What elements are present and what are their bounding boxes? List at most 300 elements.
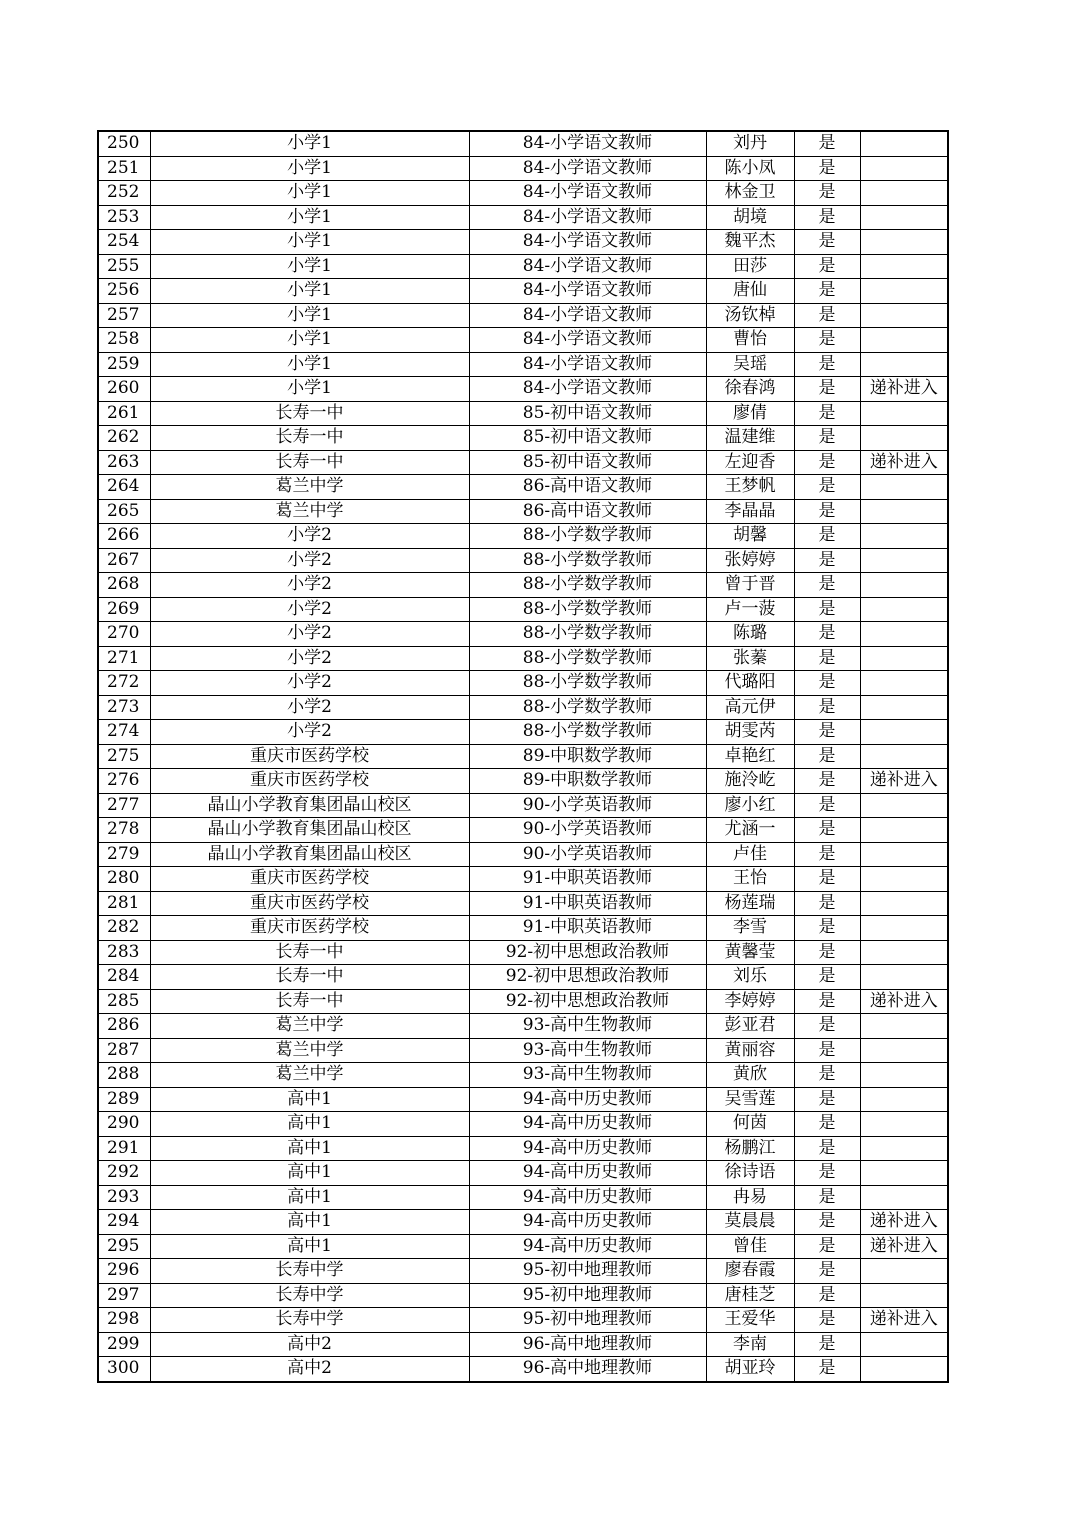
note-cell (860, 475, 948, 500)
note-cell: 递补进入 (860, 989, 948, 1014)
position-cell: 92-初中思想政治教师 (469, 965, 706, 990)
qualified-cell: 是 (794, 1332, 860, 1357)
row-number-cell: 285 (98, 989, 150, 1014)
school-cell: 重庆市医药学校 (150, 744, 469, 769)
school-cell: 葛兰中学 (150, 1014, 469, 1039)
row-number-cell: 295 (98, 1234, 150, 1259)
name-cell: 黄丽容 (706, 1038, 794, 1063)
name-cell: 左迎香 (706, 450, 794, 475)
row-number-cell: 250 (98, 131, 150, 156)
row-number-cell: 291 (98, 1136, 150, 1161)
school-cell: 小学1 (150, 156, 469, 181)
qualified-cell: 是 (794, 744, 860, 769)
note-cell (860, 793, 948, 818)
school-cell: 小学1 (150, 279, 469, 304)
row-number-cell: 277 (98, 793, 150, 818)
name-cell: 林金卫 (706, 181, 794, 206)
name-cell: 何茵 (706, 1112, 794, 1137)
qualified-cell: 是 (794, 131, 860, 156)
school-cell: 高中1 (150, 1112, 469, 1137)
qualified-cell: 是 (794, 1038, 860, 1063)
qualified-cell: 是 (794, 989, 860, 1014)
row-number-cell: 299 (98, 1332, 150, 1357)
qualified-cell: 是 (794, 303, 860, 328)
name-cell: 莫晨晨 (706, 1210, 794, 1235)
name-cell: 杨莲瑞 (706, 891, 794, 916)
row-number-cell: 269 (98, 597, 150, 622)
position-cell: 91-中职英语教师 (469, 867, 706, 892)
table-row (98, 916, 948, 941)
table-row (98, 1136, 948, 1161)
table-row (98, 450, 948, 475)
name-cell: 吴雪莲 (706, 1087, 794, 1112)
row-number-cell: 265 (98, 499, 150, 524)
name-cell: 唐桂芝 (706, 1283, 794, 1308)
table-row (98, 793, 948, 818)
position-cell: 94-高中历史教师 (469, 1087, 706, 1112)
row-number-cell: 273 (98, 695, 150, 720)
row-number-cell: 275 (98, 744, 150, 769)
name-cell: 李晶晶 (706, 499, 794, 524)
table-row (98, 573, 948, 598)
note-cell (860, 548, 948, 573)
name-cell: 卓艳红 (706, 744, 794, 769)
table-row (98, 842, 948, 867)
table-row (98, 499, 948, 524)
name-cell: 张蓁 (706, 646, 794, 671)
position-cell: 96-高中地理教师 (469, 1357, 706, 1382)
school-cell: 小学2 (150, 695, 469, 720)
table-row (98, 181, 948, 206)
table-row (98, 1259, 948, 1284)
school-cell: 小学1 (150, 205, 469, 230)
row-number-cell: 300 (98, 1357, 150, 1382)
name-cell: 李婷婷 (706, 989, 794, 1014)
name-cell: 刘丹 (706, 131, 794, 156)
school-cell: 小学2 (150, 622, 469, 647)
name-cell: 施泠屹 (706, 769, 794, 794)
table-row (98, 1063, 948, 1088)
position-cell: 95-初中地理教师 (469, 1308, 706, 1333)
table-row (98, 671, 948, 696)
school-cell: 长寿一中 (150, 401, 469, 426)
name-cell: 田莎 (706, 254, 794, 279)
table-row (98, 646, 948, 671)
name-cell: 杨鹏江 (706, 1136, 794, 1161)
note-cell (860, 303, 948, 328)
name-cell: 汤钦棹 (706, 303, 794, 328)
qualified-cell: 是 (794, 573, 860, 598)
school-cell: 长寿一中 (150, 965, 469, 990)
qualified-cell: 是 (794, 940, 860, 965)
table-row (98, 940, 948, 965)
position-cell: 88-小学数学教师 (469, 573, 706, 598)
row-number-cell: 268 (98, 573, 150, 598)
row-number-cell: 262 (98, 426, 150, 451)
position-cell: 95-初中地理教师 (469, 1259, 706, 1284)
school-cell: 小学1 (150, 303, 469, 328)
school-cell: 葛兰中学 (150, 1038, 469, 1063)
row-number-cell: 293 (98, 1185, 150, 1210)
note-cell (860, 818, 948, 843)
qualified-cell: 是 (794, 205, 860, 230)
table-row (98, 769, 948, 794)
position-cell: 84-小学语文教师 (469, 303, 706, 328)
row-number-cell: 282 (98, 916, 150, 941)
table-row (98, 401, 948, 426)
qualified-cell: 是 (794, 230, 860, 255)
school-cell: 长寿中学 (150, 1283, 469, 1308)
row-number-cell: 278 (98, 818, 150, 843)
position-cell: 84-小学语文教师 (469, 352, 706, 377)
position-cell: 94-高中历史教师 (469, 1136, 706, 1161)
school-cell: 高中1 (150, 1185, 469, 1210)
table-row (98, 891, 948, 916)
school-cell: 长寿一中 (150, 426, 469, 451)
qualified-cell: 是 (794, 181, 860, 206)
note-cell: 递补进入 (860, 769, 948, 794)
position-cell: 92-初中思想政治教师 (469, 989, 706, 1014)
school-cell: 长寿中学 (150, 1308, 469, 1333)
note-cell (860, 597, 948, 622)
position-cell: 94-高中历史教师 (469, 1112, 706, 1137)
note-cell (860, 499, 948, 524)
table-row (98, 818, 948, 843)
name-cell: 冉易 (706, 1185, 794, 1210)
note-cell (860, 1283, 948, 1308)
school-cell: 小学1 (150, 230, 469, 255)
name-cell: 黄欣 (706, 1063, 794, 1088)
school-cell: 晶山小学教育集团晶山校区 (150, 818, 469, 843)
note-cell (860, 1161, 948, 1186)
qualified-cell: 是 (794, 891, 860, 916)
qualified-cell: 是 (794, 499, 860, 524)
row-number-cell: 290 (98, 1112, 150, 1137)
name-cell: 吴瑶 (706, 352, 794, 377)
note-cell (860, 279, 948, 304)
position-cell: 85-初中语文教师 (469, 401, 706, 426)
name-cell: 胡雯芮 (706, 720, 794, 745)
row-number-cell: 257 (98, 303, 150, 328)
note-cell (860, 867, 948, 892)
qualified-cell: 是 (794, 401, 860, 426)
qualified-cell: 是 (794, 1087, 860, 1112)
row-number-cell: 261 (98, 401, 150, 426)
row-number-cell: 263 (98, 450, 150, 475)
name-cell: 唐仙 (706, 279, 794, 304)
qualified-cell: 是 (794, 1185, 860, 1210)
qualified-cell: 是 (794, 1357, 860, 1382)
school-cell: 小学2 (150, 524, 469, 549)
name-cell: 胡馨 (706, 524, 794, 549)
position-cell: 85-初中语文教师 (469, 450, 706, 475)
school-cell: 高中1 (150, 1087, 469, 1112)
position-cell: 84-小学语文教师 (469, 156, 706, 181)
school-cell: 高中2 (150, 1357, 469, 1382)
note-cell (860, 1185, 948, 1210)
qualified-cell: 是 (794, 695, 860, 720)
position-cell: 84-小学语文教师 (469, 205, 706, 230)
school-cell: 重庆市医药学校 (150, 891, 469, 916)
row-number-cell: 274 (98, 720, 150, 745)
table-row (98, 1112, 948, 1137)
table-row (98, 1161, 948, 1186)
table-row (98, 720, 948, 745)
school-cell: 小学2 (150, 671, 469, 696)
position-cell: 94-高中历史教师 (469, 1234, 706, 1259)
position-cell: 84-小学语文教师 (469, 230, 706, 255)
table-row (98, 303, 948, 328)
note-cell (860, 352, 948, 377)
row-number-cell: 276 (98, 769, 150, 794)
table-row (98, 1308, 948, 1333)
school-cell: 小学2 (150, 548, 469, 573)
school-cell: 长寿中学 (150, 1259, 469, 1284)
position-cell: 93-高中生物教师 (469, 1038, 706, 1063)
qualified-cell: 是 (794, 842, 860, 867)
position-cell: 92-初中思想政治教师 (469, 940, 706, 965)
position-cell: 88-小学数学教师 (469, 597, 706, 622)
row-number-cell: 296 (98, 1259, 150, 1284)
position-cell: 94-高中历史教师 (469, 1161, 706, 1186)
name-cell: 徐诗语 (706, 1161, 794, 1186)
qualified-cell: 是 (794, 793, 860, 818)
note-cell (860, 181, 948, 206)
name-cell: 王怡 (706, 867, 794, 892)
qualified-cell: 是 (794, 671, 860, 696)
school-cell: 小学2 (150, 720, 469, 745)
table-row (98, 1014, 948, 1039)
name-cell: 曾佳 (706, 1234, 794, 1259)
row-number-cell: 266 (98, 524, 150, 549)
row-number-cell: 287 (98, 1038, 150, 1063)
note-cell (860, 131, 948, 156)
note-cell (860, 1332, 948, 1357)
position-cell: 84-小学语文教师 (469, 328, 706, 353)
table-row (98, 328, 948, 353)
note-cell: 递补进入 (860, 377, 948, 402)
qualified-cell: 是 (794, 475, 860, 500)
name-cell: 温建维 (706, 426, 794, 451)
row-number-cell: 297 (98, 1283, 150, 1308)
name-cell: 胡境 (706, 205, 794, 230)
row-number-cell: 253 (98, 205, 150, 230)
qualified-cell: 是 (794, 524, 860, 549)
school-cell: 高中1 (150, 1136, 469, 1161)
note-cell: 递补进入 (860, 1234, 948, 1259)
note-cell: 递补进入 (860, 1308, 948, 1333)
row-number-cell: 286 (98, 1014, 150, 1039)
table-row (98, 989, 948, 1014)
qualified-cell: 是 (794, 548, 860, 573)
position-cell: 90-小学英语教师 (469, 818, 706, 843)
row-number-cell: 260 (98, 377, 150, 402)
note-cell (860, 524, 948, 549)
position-cell: 88-小学数学教师 (469, 524, 706, 549)
table-row (98, 744, 948, 769)
qualified-cell: 是 (794, 1161, 860, 1186)
position-cell: 89-中职数学教师 (469, 769, 706, 794)
table-row (98, 1332, 948, 1357)
note-cell (860, 1087, 948, 1112)
position-cell: 96-高中地理教师 (469, 1332, 706, 1357)
note-cell (860, 1038, 948, 1063)
row-number-cell: 283 (98, 940, 150, 965)
row-number-cell: 264 (98, 475, 150, 500)
school-cell: 高中1 (150, 1234, 469, 1259)
qualified-cell: 是 (794, 646, 860, 671)
note-cell (860, 426, 948, 451)
qualified-cell: 是 (794, 1308, 860, 1333)
position-cell: 91-中职英语教师 (469, 916, 706, 941)
table-row (98, 548, 948, 573)
row-number-cell: 255 (98, 254, 150, 279)
row-number-cell: 298 (98, 1308, 150, 1333)
position-cell: 85-初中语文教师 (469, 426, 706, 451)
table-row (98, 597, 948, 622)
qualified-cell: 是 (794, 426, 860, 451)
row-number-cell: 281 (98, 891, 150, 916)
qualified-cell: 是 (794, 450, 860, 475)
note-cell (860, 622, 948, 647)
row-number-cell: 258 (98, 328, 150, 353)
school-cell: 小学1 (150, 131, 469, 156)
school-cell: 小学1 (150, 377, 469, 402)
qualified-cell: 是 (794, 1234, 860, 1259)
name-cell: 尤涵一 (706, 818, 794, 843)
position-cell: 90-小学英语教师 (469, 842, 706, 867)
school-cell: 小学2 (150, 573, 469, 598)
note-cell (860, 1357, 948, 1382)
qualified-cell: 是 (794, 818, 860, 843)
note-cell (860, 401, 948, 426)
row-number-cell: 271 (98, 646, 150, 671)
position-cell: 93-高中生物教师 (469, 1014, 706, 1039)
qualified-cell: 是 (794, 622, 860, 647)
note-cell (860, 916, 948, 941)
row-number-cell: 270 (98, 622, 150, 647)
table-row (98, 131, 948, 156)
qualified-cell: 是 (794, 1283, 860, 1308)
position-cell: 88-小学数学教师 (469, 548, 706, 573)
school-cell: 重庆市医药学校 (150, 867, 469, 892)
school-cell: 长寿一中 (150, 940, 469, 965)
school-cell: 重庆市医药学校 (150, 916, 469, 941)
position-cell: 95-初中地理教师 (469, 1283, 706, 1308)
name-cell: 曹怡 (706, 328, 794, 353)
table-row (98, 867, 948, 892)
table-row (98, 352, 948, 377)
position-cell: 88-小学数学教师 (469, 671, 706, 696)
name-cell: 廖春霞 (706, 1259, 794, 1284)
school-cell: 长寿一中 (150, 450, 469, 475)
table-row (98, 1185, 948, 1210)
position-cell: 89-中职数学教师 (469, 744, 706, 769)
table-row (98, 1283, 948, 1308)
name-cell: 李南 (706, 1332, 794, 1357)
school-cell: 重庆市医药学校 (150, 769, 469, 794)
position-cell: 88-小学数学教师 (469, 720, 706, 745)
name-cell: 刘乐 (706, 965, 794, 990)
position-cell: 91-中职英语教师 (469, 891, 706, 916)
position-cell: 88-小学数学教师 (469, 695, 706, 720)
qualified-cell: 是 (794, 965, 860, 990)
name-cell: 曾于晋 (706, 573, 794, 598)
note-cell: 递补进入 (860, 450, 948, 475)
table-row (98, 426, 948, 451)
qualified-cell: 是 (794, 279, 860, 304)
name-cell: 徐春鸿 (706, 377, 794, 402)
note-cell (860, 1259, 948, 1284)
position-cell: 86-高中语文教师 (469, 475, 706, 500)
note-cell (860, 230, 948, 255)
note-cell (860, 1014, 948, 1039)
position-cell: 84-小学语文教师 (469, 131, 706, 156)
qualified-cell: 是 (794, 254, 860, 279)
qualified-cell: 是 (794, 1063, 860, 1088)
note-cell: 递补进入 (860, 1210, 948, 1235)
row-number-cell: 256 (98, 279, 150, 304)
table-row (98, 205, 948, 230)
name-cell: 张婷婷 (706, 548, 794, 573)
table-row (98, 1087, 948, 1112)
row-number-cell: 252 (98, 181, 150, 206)
note-cell (860, 1063, 948, 1088)
table-row (98, 622, 948, 647)
qualified-cell: 是 (794, 1210, 860, 1235)
qualified-cell: 是 (794, 328, 860, 353)
qualified-cell: 是 (794, 769, 860, 794)
qualified-cell: 是 (794, 916, 860, 941)
note-cell (860, 573, 948, 598)
note-cell (860, 891, 948, 916)
qualified-cell: 是 (794, 1014, 860, 1039)
name-cell: 王爱华 (706, 1308, 794, 1333)
table-row (98, 156, 948, 181)
note-cell (860, 965, 948, 990)
qualified-cell: 是 (794, 352, 860, 377)
note-cell (860, 254, 948, 279)
table-row (98, 1038, 948, 1063)
row-number-cell: 259 (98, 352, 150, 377)
position-cell: 88-小学数学教师 (469, 622, 706, 647)
school-cell: 小学1 (150, 328, 469, 353)
row-number-cell: 254 (98, 230, 150, 255)
name-cell: 胡亚玲 (706, 1357, 794, 1382)
table-row (98, 377, 948, 402)
school-cell: 小学2 (150, 597, 469, 622)
table-row (98, 524, 948, 549)
school-cell: 小学1 (150, 352, 469, 377)
school-cell: 高中1 (150, 1210, 469, 1235)
note-cell (860, 1136, 948, 1161)
row-number-cell: 284 (98, 965, 150, 990)
row-number-cell: 272 (98, 671, 150, 696)
position-cell: 84-小学语文教师 (469, 181, 706, 206)
row-number-cell: 294 (98, 1210, 150, 1235)
row-number-cell: 292 (98, 1161, 150, 1186)
position-cell: 84-小学语文教师 (469, 254, 706, 279)
position-cell: 86-高中语文教师 (469, 499, 706, 524)
name-cell: 卢一菠 (706, 597, 794, 622)
school-cell: 高中2 (150, 1332, 469, 1357)
note-cell (860, 205, 948, 230)
qualified-cell: 是 (794, 1259, 860, 1284)
row-number-cell: 267 (98, 548, 150, 573)
school-cell: 葛兰中学 (150, 499, 469, 524)
school-cell: 小学2 (150, 646, 469, 671)
row-number-cell: 280 (98, 867, 150, 892)
